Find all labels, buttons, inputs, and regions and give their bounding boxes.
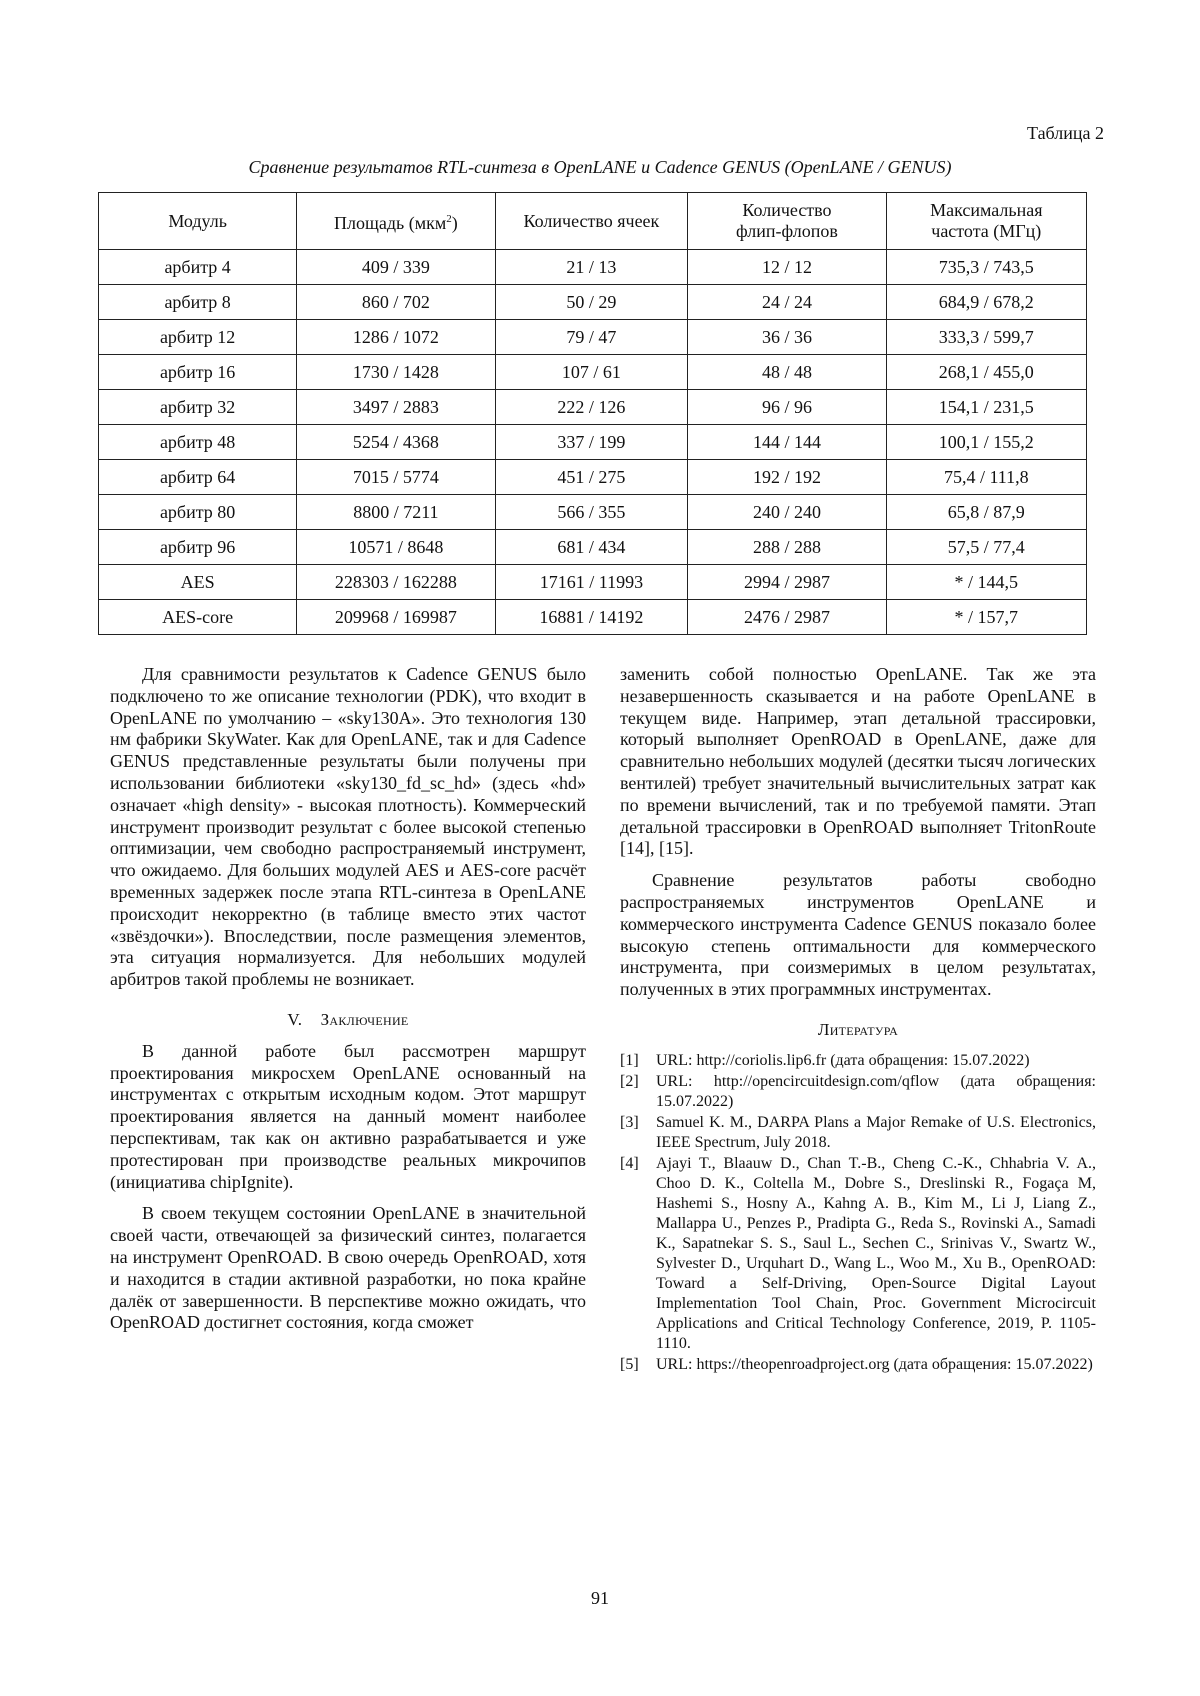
cell-cells: 50 / 29: [495, 285, 688, 320]
table-row: [99, 390, 1087, 425]
cell-area: 8800 / 7211: [297, 495, 495, 530]
reference-text: Samuel K. M., DARPA Plans a Major Remake of U.S. Electronics, IEEE Spectrum, July 2018.: [656, 1113, 1096, 1151]
reference-item: [620, 1154, 1096, 1354]
cell-module: арбитр 16: [99, 355, 297, 390]
cell-area: 1286 / 1072: [297, 320, 495, 355]
header-module: Модуль: [99, 193, 297, 250]
reference-text: URL: http://opencircuitdesign.com/qflow (дата обращения: 15.07.2022): [656, 1072, 1096, 1110]
cell-cells: 451 / 275: [495, 460, 688, 495]
cell-freq: 100,1 / 155,2: [886, 425, 1086, 460]
cell-area: 228303 / 162288: [297, 565, 495, 600]
cell-cells: 16881 / 14192: [495, 600, 688, 635]
reference-text: Ajayi T., Blaauw D., Chan T.-B., Cheng C.-K., Chhabria V. A., Choo D. K., Coltella M., Dobre S., Dreslinski R., Fogaça M, Hashemi S., Hosny A., Kahng A. B., Kim M., Li J, Liang Z., Mallappa U., Penzes P., Pradipta G., Reda S., Rovinski A., Samadi K., Sapatnekar S. S., Saul L., Sechen C., Srinivas V., Swartz W., Sylvester D., Urquhart D., Wang L., Woo M., Xu B., OpenROAD: Toward a Self-Driving, Open-Source Digital Layout Implementation Tool Chain, Proc. Government Microcircuit Applications and Critical Technology Conference, 2019, P. 1105-1110.: [656, 1154, 1096, 1352]
cell-freq: 154,1 / 231,5: [886, 390, 1086, 425]
cell-module: арбитр 32: [99, 390, 297, 425]
header-freq: Максимальная частота (МГц): [886, 193, 1086, 250]
paragraph-summary: Сравнение результатов работы свободно распространяемых инструментов OpenLANE и коммерческого инструмента Cadence GENUS показало более высокую степень оптимальности для коммерческого инструмента, при соизмеримых в целом результатах, полученных в этих программных инструментах.: [620, 870, 1096, 1000]
cell-freq: 735,3 / 743,5: [886, 250, 1086, 285]
cell-freq: 333,3 / 599,7: [886, 320, 1086, 355]
reference-text: URL: https://theopenroadproject.org (дата обращения: 15.07.2022): [656, 1355, 1093, 1373]
reference-number: [5]: [620, 1355, 639, 1373]
paragraph-conclusion-route: В данной работе был рассмотрен маршрут проектирования микросхем OpenLANE основанный на инструментах с открытым исходным кодом. Этот маршрут проектирования является на данный момент наиболее перспективам, так как он активно разрабатывается и уже протестирован при производстве реальных микрочипов (инициатива chipIgnite).: [110, 1040, 586, 1192]
cell-flipflops: 240 / 240: [688, 495, 886, 530]
cell-cells: 681 / 434: [495, 530, 688, 565]
reference-number: [1]: [620, 1051, 639, 1069]
cell-module: AES-core: [99, 600, 297, 635]
table-row: [99, 530, 1087, 565]
cell-flipflops: 12 / 12: [688, 250, 886, 285]
cell-module: арбитр 48: [99, 425, 297, 460]
table-row: [99, 425, 1087, 460]
reference-item: [620, 1051, 1096, 1071]
table-body: [99, 250, 1087, 635]
table-number-label: Таблица 2: [1027, 123, 1104, 143]
page-number: 91: [591, 1588, 609, 1608]
cell-area: 5254 / 4368: [297, 425, 495, 460]
cell-freq: 57,5 / 77,4: [886, 530, 1086, 565]
reference-text: URL: http://coriolis.lip6.fr (дата обращения: 15.07.2022): [656, 1051, 1030, 1069]
cell-area: 10571 / 8648: [297, 530, 495, 565]
paragraph-conclusion-openroad: В своем текущем состоянии OpenLANE в значительной своей части, отвечающей за физический синтез, полагается на инструмент OpenROAD. В свою очередь OpenROAD, хотя и находится в стадии активной разработки, но пока крайне далёк от завершенности. В перспективе можно ожидать, что OpenROAD достигнет состояния, когда сможет: [110, 1203, 586, 1333]
cell-cells: 21 / 13: [495, 250, 688, 285]
header-area-close: ): [451, 212, 458, 233]
cell-flipflops: 96 / 96: [688, 390, 886, 425]
cell-area: 860 / 702: [297, 285, 495, 320]
cell-cells: 337 / 199: [495, 425, 688, 460]
cell-flipflops: 36 / 36: [688, 320, 886, 355]
paragraph-continuation: заменить собой полностью OpenLANE. Так же эта незавершенность сказывается и на работе OpenLANE в текущем виде. Например, этап детальной трассировки, который выполняет OpenROAD в OpenLANE, даже для сравнительно небольших модулей (десятки тысяч логических вентилей) требует значительный вычислительных затрат как по времени вычислений, так и по требуемой памяти. Этап детальной трассировки в OpenROAD выполняет TritonRoute [14], [15].: [620, 664, 1096, 859]
results-table: [98, 192, 1087, 635]
table-row: [99, 285, 1087, 320]
reference-number: [2]: [620, 1072, 639, 1090]
cell-freq: * / 157,7: [886, 600, 1086, 635]
cell-module: AES: [99, 565, 297, 600]
cell-flipflops: 288 / 288: [688, 530, 886, 565]
cell-flipflops: 192 / 192: [688, 460, 886, 495]
reference-item: [620, 1072, 1096, 1112]
cell-module: арбитр 12: [99, 320, 297, 355]
header-flipflops: Количество флип-флопов: [688, 193, 886, 250]
right-column: [620, 664, 1096, 1376]
table-row: [99, 355, 1087, 390]
table-row: [99, 320, 1087, 355]
cell-freq: 684,9 / 678,2: [886, 285, 1086, 320]
cell-area: 3497 / 2883: [297, 390, 495, 425]
cell-flipflops: 2994 / 2987: [688, 565, 886, 600]
table-row: [99, 495, 1087, 530]
cell-cells: 17161 / 11993: [495, 565, 688, 600]
table-row: [99, 565, 1087, 600]
cell-flipflops: 144 / 144: [688, 425, 886, 460]
cell-area: 209968 / 169987: [297, 600, 495, 635]
section-number: V.: [287, 1009, 303, 1029]
cell-cells: 107 / 61: [495, 355, 688, 390]
cell-cells: 79 / 47: [495, 320, 688, 355]
cell-module: арбитр 4: [99, 250, 297, 285]
paragraph-pdk-comparison: Для сравнимости результатов к Cadence GENUS было подключено то же описание технологии (PDK), что входит в OpenLANE по умолчанию – «sky130A». Это технология 130 нм фабрики SkyWater. Как для OpenLANE, так и для Cadence GENUS представленные результаты были получены при использовании библиотеки «sky130_fd_sc_hd» (здесь «hd» означает «high density» - высокая плотность). Коммерческий инструмент производит результат с более высокой степенью оптимизации, чем свободно распространяемый инструмент, что ожидаемо. Для больших модулей AES и AES-core расчёт временных задержек после этапа RTL-синтеза в OpenLANE происходит некорректно (в таблице вместо этих частот «звёздочки»). Впоследствии, после размещения элементов, эта ситуация нормализуется. Для небольших модулей арбитров такой проблемы не возникает.: [110, 664, 586, 990]
references-list: [620, 1051, 1096, 1375]
cell-module: арбитр 64: [99, 460, 297, 495]
cell-freq: 65,8 / 87,9: [886, 495, 1086, 530]
left-column: [110, 664, 586, 1344]
table-row: [99, 600, 1087, 635]
header-area-sup: 2: [446, 212, 452, 225]
cell-flipflops: 2476 / 2987: [688, 600, 886, 635]
reference-number: [4]: [620, 1154, 639, 1172]
cell-cells: 222 / 126: [495, 390, 688, 425]
table-row: [99, 460, 1087, 495]
header-area-text: Площадь (мкм: [334, 212, 447, 233]
cell-cells: 566 / 355: [495, 495, 688, 530]
section-heading-conclusion: [110, 1009, 586, 1031]
cell-module: арбитр 80: [99, 495, 297, 530]
cell-area: 7015 / 5774: [297, 460, 495, 495]
cell-area: 409 / 339: [297, 250, 495, 285]
cell-module: арбитр 96: [99, 530, 297, 565]
header-area: [297, 193, 495, 250]
table-header-row: [99, 193, 1087, 250]
table-row: [99, 250, 1087, 285]
reference-number: [3]: [620, 1113, 639, 1131]
cell-freq: * / 144,5: [886, 565, 1086, 600]
cell-freq: 75,4 / 111,8: [886, 460, 1086, 495]
header-cells: Количество ячеек: [495, 193, 688, 250]
cell-flipflops: 24 / 24: [688, 285, 886, 320]
table-caption: Сравнение результатов RTL-синтеза в OpenLANE и Cadence GENUS (OpenLANE / GENUS): [248, 157, 952, 177]
cell-flipflops: 48 / 48: [688, 355, 886, 390]
references-heading: Литература: [817, 1019, 899, 1039]
reference-item: [620, 1355, 1096, 1375]
section-title: Заключение: [320, 1009, 409, 1029]
cell-area: 1730 / 1428: [297, 355, 495, 390]
cell-module: арбитр 8: [99, 285, 297, 320]
reference-item: [620, 1113, 1096, 1153]
cell-freq: 268,1 / 455,0: [886, 355, 1086, 390]
